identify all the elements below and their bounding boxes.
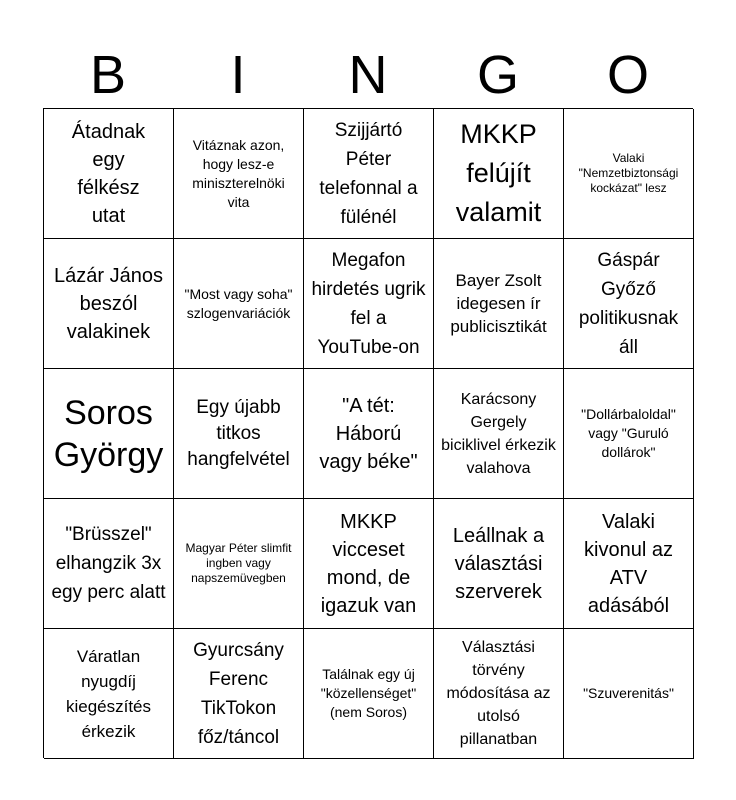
cell-text: MKKP vicceset mond, de igazuk van (320, 510, 417, 617)
cell-text: Gyurcsány Ferenc TikTokon főz/táncol (193, 639, 284, 748)
bingo-cell[interactable] (564, 499, 694, 629)
bingo-cell[interactable] (304, 109, 434, 239)
bingo-header (43, 44, 693, 106)
bingo-cell[interactable] (304, 499, 434, 629)
cell-text: Találnak egy új "közellenséget" (nem Soros) (320, 666, 417, 720)
bingo-cell[interactable] (44, 109, 174, 239)
bingo-cell[interactable] (564, 109, 694, 239)
bingo-card-grid (43, 108, 693, 758)
cell-text: Váratlan nyugdíj kiegészítés érkezik (65, 646, 152, 741)
bingo-cell[interactable] (434, 629, 564, 759)
cell-text: MKKP felújít valamit (455, 119, 542, 227)
cell-text: Valaki kivonul az ATV adásából (584, 510, 673, 617)
bingo-cell[interactable] (304, 369, 434, 499)
cell-text: "Brüsszel" elhangzik 3x egy perc alatt (51, 524, 166, 603)
cell-text: "A tét: Háború vagy béke" (319, 394, 418, 473)
cell-text: Szijjártó Péter telefonnal a fülénél (319, 119, 418, 228)
cell-text: Lázár János beszól valakinek (54, 264, 163, 343)
cell-text: "Szuverenitás" (583, 685, 674, 701)
bingo-cell[interactable] (564, 239, 694, 369)
bingo-cell[interactable] (174, 239, 304, 369)
header-letter-g: G (476, 45, 519, 105)
cell-text: Karácsony Gergely biciklivel érkezik valahova (441, 390, 556, 477)
bingo-cell[interactable] (304, 239, 434, 369)
cell-text: Választási törvény módosítása az utolsó pillanatban (446, 639, 551, 748)
bingo-cell[interactable] (174, 499, 304, 629)
bingo-cell[interactable] (434, 499, 564, 629)
bingo-cell[interactable] (564, 629, 694, 759)
header-letter-n: N (348, 45, 388, 105)
cell-text: Átadnak egy félkész utat (71, 120, 146, 227)
cell-text: Megafon hirdetés ugrik fel a YouTube-on (311, 249, 426, 358)
bingo-cell[interactable] (564, 369, 694, 499)
cell-text: Valaki "Nemzetbiztonsági kockázat" lesz (578, 151, 679, 195)
bingo-cell[interactable] (434, 369, 564, 499)
cell-text: Egy újabb titkos hangfelvétel (187, 396, 290, 470)
bingo-cell[interactable] (44, 239, 174, 369)
header-letter-b: B (89, 45, 127, 105)
header-letter-o: O (606, 45, 649, 105)
cell-text: Gáspár Győző politikusnak áll (578, 249, 679, 358)
cell-text: Soros György (53, 393, 164, 474)
cell-text: Magyar Péter slimfit ingben vagy napszemüvegben (185, 541, 292, 585)
bingo-cell[interactable] (44, 499, 174, 629)
bingo-cell[interactable] (44, 629, 174, 759)
cell-text: Bayer Zsolt idegesen ír publicisztikát (450, 271, 547, 336)
bingo-cell[interactable] (174, 109, 304, 239)
cell-text: Leállnak a választási szerverek (452, 524, 545, 603)
cell-text: "Dollárbaloldal" vagy "Guruló dollárok" (581, 406, 676, 460)
cell-text: "Most vagy soha" szlogenvariációk (184, 285, 293, 321)
bingo-cell[interactable] (304, 629, 434, 759)
bingo-cell[interactable] (44, 369, 174, 499)
cell-text: Vitáznak azon, hogy lesz-e miniszterelnöki vita (192, 136, 285, 210)
bingo-cell[interactable] (434, 239, 564, 369)
bingo-cell[interactable] (174, 369, 304, 499)
header-letter-i: I (230, 45, 246, 105)
bingo-cell[interactable] (174, 629, 304, 759)
bingo-cell[interactable] (434, 109, 564, 239)
